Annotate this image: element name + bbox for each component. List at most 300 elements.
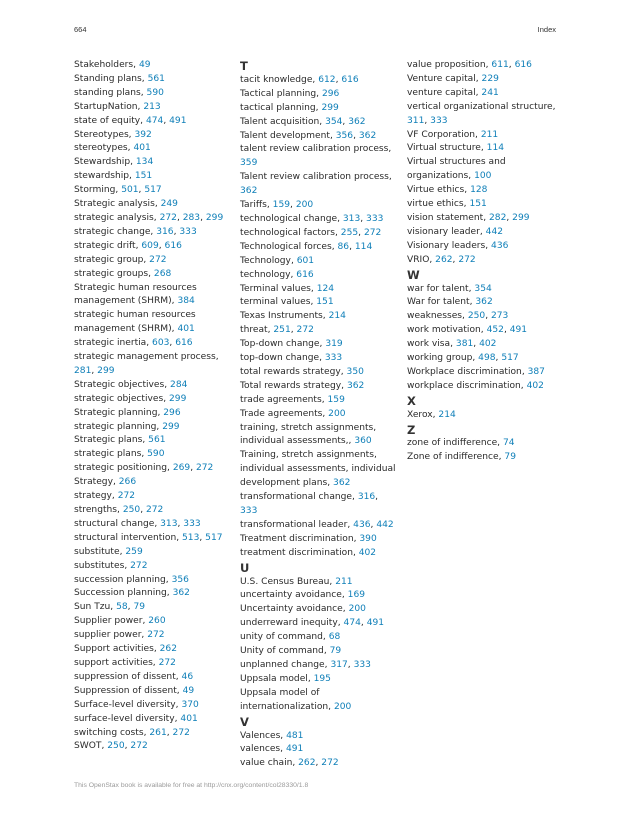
- index-term: Supplier power,: [74, 616, 149, 627]
- index-entry: [74, 546, 232, 560]
- index-entry: [74, 699, 232, 713]
- page-link[interactable]: 272: [195, 463, 214, 474]
- page-link[interactable]: 299: [321, 102, 339, 113]
- page-link[interactable]: 169: [347, 590, 366, 601]
- page-link[interactable]: 124: [316, 283, 335, 294]
- index-entry: strategic positioning, 269, 272: [74, 463, 214, 474]
- page-link[interactable]: 49: [182, 685, 195, 696]
- index-term: strategic management process,: [74, 352, 219, 363]
- page-link[interactable]: 211: [480, 129, 499, 140]
- index-entry: weaknesses, 250, 273: [407, 311, 509, 322]
- index-entry: [240, 645, 398, 659]
- page-link[interactable]: 200: [295, 200, 314, 211]
- page-link[interactable]: 68: [328, 632, 341, 643]
- index-entry: [407, 437, 565, 451]
- index-term: zone of indifference,: [407, 438, 503, 449]
- index-letter-heading: U: [240, 560, 250, 575]
- page-link[interactable]: 250: [122, 505, 141, 515]
- index-entry: [74, 379, 232, 393]
- index-entry: [407, 451, 565, 465]
- index-term: strategic change,: [74, 226, 157, 237]
- index-entry: [407, 380, 565, 394]
- index-term: Top-down change,: [240, 339, 326, 350]
- index-term: Venture capital,: [407, 73, 482, 84]
- index-term: Succession planning,: [74, 588, 173, 599]
- page-link[interactable]: 491: [366, 618, 385, 629]
- page-link[interactable]: 498: [478, 353, 496, 364]
- page-link[interactable]: 159: [272, 200, 291, 211]
- footer-note: This OpenStax book is available for free at http://cnx.org/content/col28330/1.8: [74, 782, 309, 789]
- page-link[interactable]: 272: [117, 491, 136, 502]
- page-link[interactable]: 381: [455, 339, 474, 350]
- index-entry: [74, 170, 232, 184]
- page-link[interactable]: 195: [313, 673, 331, 684]
- page-number: 664: [74, 25, 87, 34]
- page-link[interactable]: 319: [325, 339, 343, 350]
- index-term: Strategic plans,: [74, 435, 149, 446]
- page-link[interactable]: 333: [353, 659, 371, 670]
- page-link[interactable]: 272: [458, 254, 476, 265]
- page-link[interactable]: 299: [97, 365, 115, 376]
- index-term: strategic drift,: [74, 240, 142, 251]
- index-term: uncertainty avoidance,: [240, 590, 348, 601]
- page-link[interactable]: 282: [489, 212, 507, 223]
- page-link[interactable]: 79: [504, 452, 516, 463]
- index-entry: [74, 587, 232, 601]
- page-link[interactable]: 200: [328, 408, 346, 419]
- page-link[interactable]: 272: [321, 758, 339, 769]
- page-link[interactable]: 360: [354, 436, 372, 447]
- index-entry: technological change, 313, 333: [240, 213, 384, 224]
- index-term: terminal values,: [240, 297, 317, 308]
- index-term: Virtue ethics,: [407, 185, 471, 196]
- page-link[interactable]: 58: [116, 602, 128, 613]
- index-entry: [74, 87, 232, 101]
- index-entry: [74, 129, 232, 143]
- page-link[interactable]: 49: [138, 60, 151, 70]
- page-link[interactable]: 251: [273, 325, 291, 336]
- index-entry: [74, 73, 232, 87]
- index-entry: [74, 254, 232, 268]
- page-link[interactable]: 442: [376, 519, 394, 530]
- page-link[interactable]: 272: [159, 212, 177, 223]
- index-term: transformational change,: [240, 492, 358, 503]
- page-link[interactable]: 299: [169, 393, 187, 404]
- index-entry: [74, 142, 232, 156]
- page-link[interactable]: 616: [175, 338, 193, 349]
- page-link[interactable]: 266: [118, 477, 137, 488]
- page-link[interactable]: 402: [526, 380, 544, 391]
- index-term: unplanned change,: [240, 659, 331, 670]
- page-link[interactable]: 79: [329, 646, 342, 657]
- page-link[interactable]: 200: [348, 604, 366, 615]
- page-link[interactable]: 250: [467, 311, 486, 322]
- page-link[interactable]: 616: [514, 60, 532, 70]
- index-term: Technology,: [240, 255, 297, 266]
- page-link[interactable]: 474: [145, 115, 164, 126]
- index-term: Uppsala model of internationalization,: [240, 687, 334, 712]
- index-letter-heading: V: [240, 714, 249, 729]
- page-link[interactable]: 609: [141, 240, 159, 251]
- page-link[interactable]: 250: [107, 741, 125, 752]
- page-link[interactable]: 359: [240, 158, 258, 169]
- index-letter-heading: Z: [407, 422, 416, 437]
- index-entry: [240, 730, 398, 744]
- index-entry: [240, 366, 398, 380]
- page-link[interactable]: 561: [148, 435, 166, 446]
- page-link[interactable]: 214: [328, 311, 346, 322]
- index-term: Unity of command,: [240, 646, 330, 657]
- page-link[interactable]: 272: [145, 505, 164, 515]
- index-entry: [407, 366, 565, 380]
- page-link[interactable]: 261: [149, 727, 167, 738]
- page-link[interactable]: 491: [169, 115, 187, 126]
- index-term: transformational leader,: [240, 519, 354, 530]
- page-link[interactable]: 356: [171, 574, 189, 585]
- page-link[interactable]: 601: [296, 255, 315, 266]
- index-entry: state of equity, 474, 491: [74, 115, 187, 126]
- page-link[interactable]: 272: [149, 254, 167, 265]
- page-link[interactable]: 612: [318, 74, 336, 85]
- index-term: trade agreements,: [240, 394, 328, 405]
- page-link[interactable]: 356: [335, 130, 354, 141]
- page-link[interactable]: 590: [147, 449, 165, 460]
- index-entry: [240, 338, 398, 352]
- index-entry: [407, 198, 565, 212]
- page-link[interactable]: 474: [343, 618, 361, 629]
- index-entry: vertical organizational structure, 311, 333: [407, 101, 556, 126]
- page-link[interactable]: 501: [121, 185, 139, 196]
- page-link[interactable]: 616: [296, 269, 314, 280]
- page-link[interactable]: 281: [74, 365, 92, 376]
- page-link[interactable]: 151: [134, 171, 153, 182]
- page-link[interactable]: 86: [337, 241, 350, 252]
- index-term: Surface-level diversity,: [74, 699, 182, 710]
- page-link[interactable]: 272: [130, 560, 148, 571]
- index-entry: [407, 73, 565, 87]
- index-term: Strategic analysis,: [74, 199, 161, 210]
- page-link[interactable]: 74: [502, 438, 515, 449]
- index-entry: [74, 101, 232, 115]
- page-link[interactable]: 611: [491, 60, 509, 70]
- index-entry: transformational leader, 436, 442: [240, 519, 394, 530]
- index-entry: working group, 498, 517: [407, 353, 519, 364]
- index-entry: [74, 393, 232, 407]
- page-link[interactable]: 151: [316, 297, 334, 308]
- index-entry: [240, 255, 398, 269]
- page-link[interactable]: 333: [366, 213, 384, 224]
- index-term: structural intervention,: [74, 532, 182, 543]
- index-term: tacit knowledge,: [240, 74, 319, 85]
- index-entry: [240, 743, 398, 757]
- index-term: Virtual structure,: [407, 143, 487, 154]
- index-entry: [240, 547, 398, 561]
- page-link[interactable]: 262: [159, 644, 177, 655]
- index-term: unity of command,: [240, 632, 329, 643]
- index-term: Visionary leaders,: [407, 240, 492, 251]
- page-link[interactable]: 296: [321, 88, 340, 99]
- page-link[interactable]: 362: [475, 297, 493, 308]
- page-link[interactable]: 159: [327, 394, 345, 405]
- index-entry: [240, 88, 398, 102]
- page-link[interactable]: 151: [469, 199, 487, 210]
- page-link[interactable]: 362: [172, 588, 190, 599]
- index-term: Treatment discrimination,: [240, 533, 360, 544]
- page-link[interactable]: 211: [335, 576, 353, 587]
- index-term: total rewards strategy,: [240, 366, 347, 377]
- page-link[interactable]: 370: [181, 699, 199, 710]
- index-term: work motivation,: [407, 325, 487, 336]
- index-term: vision statement,: [407, 212, 489, 223]
- page-link[interactable]: 362: [240, 186, 258, 197]
- page-link[interactable]: 299: [205, 212, 224, 223]
- index-term: talent review calibration process,: [240, 144, 392, 155]
- page-link[interactable]: 272: [363, 227, 382, 238]
- page-link[interactable]: 442: [485, 226, 504, 237]
- index-entry: structural change, 313, 333: [74, 518, 201, 529]
- page-link[interactable]: 436: [491, 240, 509, 251]
- index-entry: Talent development, 356, 362: [240, 130, 377, 141]
- page-link[interactable]: 249: [160, 199, 178, 210]
- page-link[interactable]: 354: [474, 283, 492, 294]
- index-entry: [240, 408, 398, 422]
- index-letter-heading: T: [240, 59, 248, 73]
- index-term: vertical organizational structure,: [407, 101, 556, 112]
- index-term: Uppsala model,: [240, 673, 314, 684]
- index-entry: [407, 156, 565, 184]
- index-entry: transformational change, 316, 333: [240, 492, 379, 516]
- index-entry: [407, 226, 565, 240]
- page-link[interactable]: 214: [438, 409, 456, 420]
- index-entry: value chain, 262, 272: [240, 758, 339, 769]
- index-entry: [240, 380, 398, 394]
- index-letter-heading: X: [407, 393, 416, 408]
- index-term: value proposition,: [407, 60, 492, 70]
- index-term: Suppression of dissent,: [74, 685, 183, 696]
- page-link[interactable]: 517: [205, 532, 223, 543]
- page-link[interactable]: 333: [179, 226, 197, 237]
- page-link[interactable]: 350: [346, 366, 364, 377]
- index-term: standing plans,: [74, 87, 147, 98]
- index-entry: [74, 448, 232, 462]
- index-term: strategic inertia,: [74, 338, 153, 349]
- index-entry: [74, 268, 232, 282]
- page-link[interactable]: 273: [490, 311, 509, 322]
- page-link[interactable]: 272: [147, 630, 165, 641]
- page-link[interactable]: 333: [240, 506, 258, 516]
- index-entry: underreward inequity, 474, 491: [240, 618, 385, 629]
- index-term: suppression of dissent,: [74, 671, 182, 682]
- page-link[interactable]: 362: [358, 130, 377, 141]
- page-link[interactable]: 561: [147, 73, 165, 84]
- index-term: weaknesses,: [407, 311, 468, 322]
- index-term: Strategic planning,: [74, 407, 164, 418]
- index-entry: [240, 283, 398, 297]
- page-link[interactable]: 283: [182, 212, 201, 223]
- index-entry: [74, 685, 232, 699]
- index-entry: [240, 687, 398, 715]
- page-link[interactable]: 603: [152, 338, 170, 349]
- index-entry: strengths, 250, 272: [74, 505, 164, 515]
- page-link[interactable]: 402: [479, 339, 497, 350]
- page-link[interactable]: 401: [133, 143, 151, 154]
- page-link[interactable]: 517: [501, 353, 519, 364]
- index-entry: [407, 129, 565, 143]
- page-link[interactable]: 590: [146, 87, 164, 98]
- index-entry: work motivation, 452, 491: [407, 325, 528, 336]
- page-link[interactable]: 401: [177, 324, 195, 335]
- index-term: strategic planning,: [74, 421, 163, 432]
- page-link[interactable]: 128: [470, 185, 488, 196]
- page-link[interactable]: 299: [162, 421, 180, 432]
- page-link[interactable]: 513: [182, 532, 200, 543]
- index-term: strategic analysis,: [74, 212, 160, 223]
- page-link[interactable]: 262: [298, 758, 316, 769]
- index-entry: [74, 156, 232, 170]
- index-entry: [240, 576, 398, 590]
- page-link[interactable]: 255: [340, 227, 359, 238]
- page-link[interactable]: 284: [170, 379, 188, 390]
- page-link[interactable]: 272: [130, 741, 148, 752]
- index-term: surface-level diversity,: [74, 713, 181, 724]
- page-link[interactable]: 401: [180, 713, 198, 724]
- index-entry: [240, 352, 398, 366]
- page-link[interactable]: 134: [135, 157, 154, 168]
- index-term: strategic groups,: [74, 268, 154, 279]
- index-entry: value proposition, 611, 616: [407, 60, 532, 70]
- page-link[interactable]: 213: [143, 101, 161, 112]
- page-link[interactable]: 616: [341, 74, 359, 85]
- index-term: strategy,: [74, 491, 118, 502]
- page-link[interactable]: 316: [156, 226, 174, 237]
- index-entry: [74, 490, 232, 504]
- index-entry: switching costs, 261, 272: [74, 727, 190, 738]
- index-term: Texas Instruments,: [240, 311, 329, 322]
- index-entry: [240, 603, 398, 617]
- page-link[interactable]: 333: [183, 518, 201, 529]
- page-link[interactable]: 481: [286, 730, 304, 741]
- index-term: technology,: [240, 269, 297, 280]
- index-entry: [74, 615, 232, 629]
- index-entry: [74, 643, 232, 657]
- index-entry: [407, 283, 565, 297]
- index-term: Strategy,: [74, 477, 119, 488]
- page-link[interactable]: 100: [474, 171, 492, 182]
- index-term: venture capital,: [407, 87, 482, 98]
- index-term: stewardship,: [74, 171, 135, 182]
- page-link[interactable]: 452: [486, 325, 504, 336]
- page-link[interactable]: 46: [181, 671, 194, 682]
- index-term: Workplace discrimination,: [407, 366, 528, 377]
- page-link[interactable]: 362: [333, 478, 351, 489]
- page-link[interactable]: 272: [172, 727, 190, 738]
- page-link[interactable]: 317: [330, 659, 348, 670]
- page-link[interactable]: 229: [481, 73, 499, 84]
- index-term: Virtual structures and organizations,: [407, 157, 506, 182]
- page-link[interactable]: 491: [285, 744, 304, 755]
- page-link[interactable]: 313: [160, 518, 178, 529]
- page-link[interactable]: 333: [430, 115, 448, 126]
- index-letter-heading: W: [407, 267, 420, 282]
- page-link[interactable]: 241: [481, 87, 499, 98]
- index-entry: unplanned change, 317, 333: [240, 659, 371, 670]
- index-term: Valences,: [240, 730, 287, 741]
- index-term: war for talent,: [407, 283, 475, 294]
- index-term: visionary leader,: [407, 226, 486, 237]
- index-entry: Talent acquisition, 354, 362: [240, 116, 366, 127]
- page-link[interactable]: 311: [407, 115, 425, 126]
- page-link[interactable]: 262: [435, 254, 453, 265]
- page-link[interactable]: 491: [509, 325, 528, 336]
- index-entry: [74, 671, 232, 685]
- page-link[interactable]: 517: [144, 185, 162, 196]
- page-link[interactable]: 436: [353, 519, 371, 530]
- index-entry: technological factors, 255, 272: [240, 227, 382, 238]
- index-entry: [74, 309, 232, 337]
- page-link[interactable]: 272: [158, 657, 176, 668]
- page-link[interactable]: 313: [342, 213, 361, 224]
- page-link[interactable]: 392: [134, 129, 152, 140]
- index-term: structural change,: [74, 518, 161, 529]
- page-link[interactable]: 79: [133, 602, 146, 613]
- page-link[interactable]: 384: [177, 296, 195, 307]
- index-term: VF Corporation,: [407, 129, 481, 140]
- index-entry: [74, 407, 232, 421]
- index-entry: [407, 296, 565, 310]
- index-entry: strategic change, 316, 333: [74, 226, 197, 237]
- page-link[interactable]: 260: [148, 616, 166, 627]
- page-link[interactable]: 299: [512, 212, 530, 223]
- page-link[interactable]: 402: [358, 547, 377, 558]
- page-link[interactable]: 333: [324, 353, 343, 364]
- page-link[interactable]: 296: [163, 407, 181, 418]
- index-column-3: [407, 59, 565, 465]
- index-entry: [240, 449, 398, 491]
- index-entry: [74, 59, 232, 73]
- page-link[interactable]: 114: [354, 241, 373, 252]
- page-link[interactable]: 316: [357, 492, 376, 503]
- index-entry: strategic management process, 281, 299: [74, 352, 219, 376]
- index-entry: [407, 409, 565, 423]
- index-term: substitute,: [74, 546, 126, 557]
- page-link[interactable]: 354: [325, 116, 343, 127]
- page-link[interactable]: 259: [125, 546, 143, 557]
- index-term: Stewardship,: [74, 157, 136, 168]
- page-link[interactable]: 362: [348, 116, 366, 127]
- index-term: Total rewards strategy,: [240, 380, 347, 391]
- index-term: Support activities,: [74, 644, 160, 655]
- index-entry: strategic inertia, 603, 616: [74, 338, 193, 349]
- index-term: strengths,: [74, 505, 123, 515]
- page-link[interactable]: 387: [527, 366, 545, 377]
- index-term: Tactical planning,: [240, 88, 322, 99]
- page-link[interactable]: 362: [346, 380, 365, 391]
- index-term: War for talent,: [407, 297, 476, 308]
- page-link[interactable]: 114: [486, 143, 505, 154]
- page-link[interactable]: 269: [172, 463, 191, 474]
- page-link[interactable]: 272: [296, 325, 314, 336]
- index-term: substitutes,: [74, 560, 131, 571]
- index-entry: [240, 310, 398, 324]
- page-link[interactable]: 390: [359, 533, 377, 544]
- index-term: Talent review calibration process,: [240, 172, 392, 183]
- index-term: state of equity,: [74, 115, 146, 126]
- index-term: working group,: [407, 353, 479, 364]
- index-term: top-down change,: [240, 353, 325, 364]
- page-link[interactable]: 200: [333, 701, 352, 712]
- page-link[interactable]: 268: [153, 268, 172, 279]
- page-link[interactable]: 616: [164, 240, 182, 251]
